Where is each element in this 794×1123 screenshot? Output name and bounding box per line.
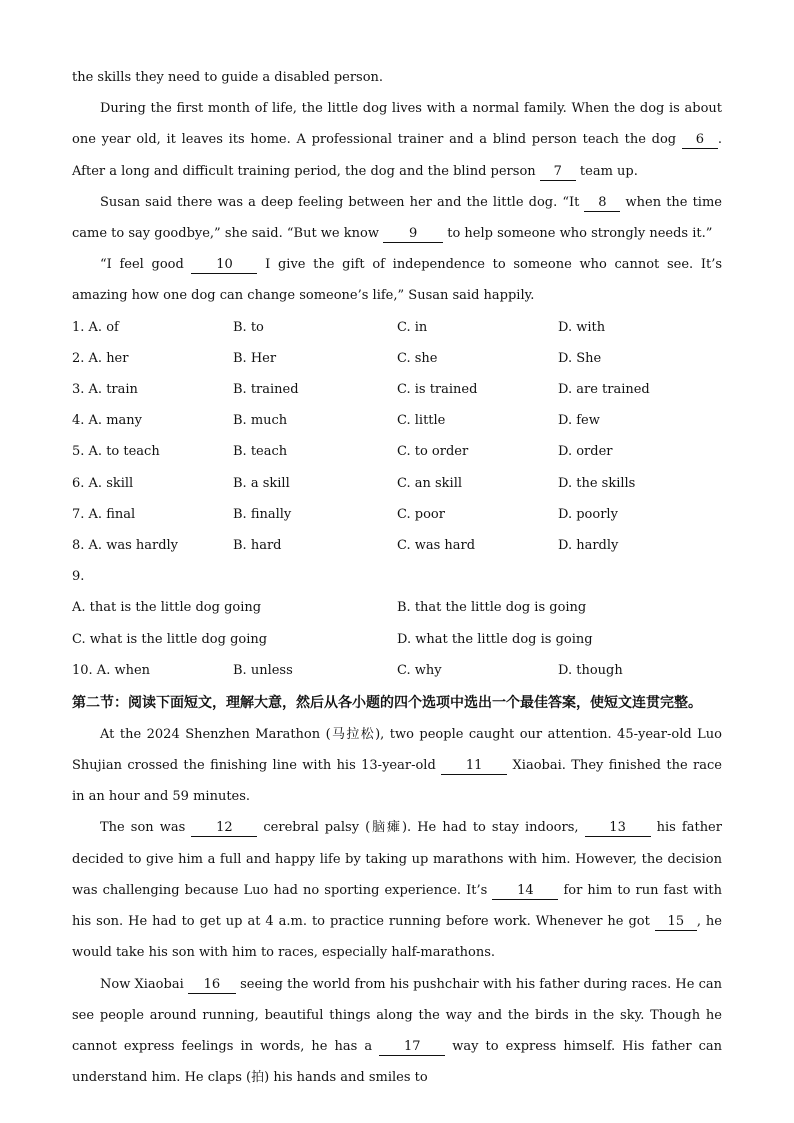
blank-12: 12: [191, 820, 257, 837]
question-3-options: [72, 374, 722, 405]
option-9b[interactable]: B. that the little dog is going: [397, 600, 587, 616]
blank-16: 16: [188, 977, 236, 994]
passage2-paragraph-3: [72, 969, 722, 1094]
option-1b[interactable]: B. to: [233, 319, 264, 335]
option-9a[interactable]: A. that is the little dog going: [72, 600, 262, 616]
question-7-options: [72, 499, 722, 530]
option-1c[interactable]: C. in: [397, 319, 428, 335]
text-run: way to express himself. His father can understand him. He claps (拍) his hands and smiles to: [72, 1038, 722, 1086]
option-7b[interactable]: B. finally: [233, 506, 292, 522]
text-run: seeing the world from his pushchair with his father during races. He can see people around running, beautiful things along the way and the birds in the sky. Though he cannot express feelings in words, he has a: [72, 976, 722, 1054]
option-5d[interactable]: D. order: [558, 444, 613, 460]
blank-8: 8: [584, 195, 620, 212]
blank-7: 7: [540, 164, 576, 181]
option-8a[interactable]: 8. A. was hardly: [72, 537, 179, 553]
section-2-heading: 第二节：阅读下面短文，理解大意，然后从各小题的四个选项中选出一个最佳答案，使短文连贯完整。: [72, 694, 702, 711]
option-7a[interactable]: 7. A. final: [72, 506, 136, 522]
option-2a[interactable]: 2. A. her: [72, 350, 129, 366]
option-4c[interactable]: C. little: [397, 413, 446, 429]
question-1-options: [72, 312, 722, 343]
blank-13: 13: [585, 820, 651, 837]
text-run: Now Xiaobai: [100, 976, 188, 992]
text-run: team up.: [575, 163, 638, 179]
question-2-options: [72, 343, 722, 374]
option-5b[interactable]: B. teach: [233, 444, 288, 460]
option-6d[interactable]: D. the skills: [558, 475, 636, 491]
option-3d[interactable]: D. are trained: [558, 382, 650, 397]
option-8b[interactable]: B. hard: [233, 537, 282, 553]
text-run: At the 2024 Shenzhen Marathon (马拉松), two people caught our attention. 45-year-old Luo Shujian crossed the finishing line with his 13-year-old: [72, 726, 722, 774]
option-2b[interactable]: B. Her: [233, 350, 277, 366]
option-8d[interactable]: D. hardly: [558, 537, 619, 553]
text-run: cerebral palsy (脑瘫). He had to stay indoors,: [257, 820, 585, 836]
question-9-options-row-1: [72, 592, 722, 623]
question-5-options: [72, 436, 722, 467]
blank-11: 11: [441, 758, 507, 775]
question-6-options: [72, 468, 722, 499]
option-2c[interactable]: C. she: [397, 350, 438, 366]
option-9d[interactable]: D. what the little dog is going: [397, 631, 593, 647]
option-4a[interactable]: 4. A. many: [72, 413, 142, 429]
blank-15: 15: [655, 914, 697, 931]
option-10c[interactable]: C. why: [397, 662, 442, 678]
passage1-continuation: the skills they need to guide a disabled person.: [72, 70, 384, 85]
text-run: , he would take his son with him to races, especially half-marathons.: [72, 914, 722, 961]
text-run: . After a long and difficult training period, the dog and the blind person: [72, 132, 722, 179]
question-10-options: [72, 655, 722, 686]
option-10d[interactable]: D. though: [558, 662, 623, 678]
option-8c[interactable]: C. was hard: [397, 537, 476, 553]
passage2-paragraph-1: [72, 719, 722, 813]
option-10a[interactable]: 10. A. when: [72, 662, 151, 678]
passage1-paragraph-1: [72, 93, 722, 187]
options-1-to-8: [72, 312, 722, 562]
option-7d[interactable]: D. poorly: [558, 506, 618, 522]
text-run: “I feel good: [100, 257, 192, 273]
option-4d[interactable]: D. few: [558, 413, 600, 429]
option-2d[interactable]: D. She: [558, 350, 602, 366]
text-run: when the time came to say goodbye,” she said. “But we know: [72, 194, 722, 242]
option-5a[interactable]: 5. A. to teach: [72, 444, 160, 460]
option-1a[interactable]: 1. A. of: [72, 319, 119, 335]
text-run: to help someone who strongly needs it.”: [443, 226, 713, 242]
passage1-paragraph-2: [72, 187, 722, 249]
blank-6: 6: [682, 132, 718, 149]
text-run: Susan said there was a deep feeling between her and the little dog. “It: [100, 194, 585, 210]
blank-10: 10: [191, 257, 257, 274]
blank-9: 9: [383, 226, 443, 243]
passage2-paragraph-2: [72, 812, 722, 968]
text-run: his father decided to give him a full and happy life by taking up marathons with him. However, the decision was challenging because Luo had no sporting experience. It’s: [72, 820, 722, 898]
option-3c[interactable]: C. is trained: [397, 382, 478, 397]
text-run: for him to run fast with his son. He had to get up at 4 a.m. to practice running before work. Whenever he got: [72, 882, 722, 930]
blank-14: 14: [492, 883, 558, 900]
option-6c[interactable]: C. an skill: [397, 475, 463, 491]
option-9c[interactable]: C. what is the little dog going: [72, 631, 268, 647]
question-8-options: [72, 530, 722, 561]
option-4b[interactable]: B. much: [233, 413, 288, 429]
text-run: Xiaobai. They finished the race in an hour and 59 minutes.: [72, 758, 722, 805]
passage1-paragraph-3: [72, 249, 722, 311]
option-1d[interactable]: D. with: [558, 319, 606, 335]
option-10b[interactable]: B. unless: [233, 662, 293, 678]
document-content: [72, 62, 722, 1093]
option-6a[interactable]: 6. A. skill: [72, 475, 134, 491]
question-9-options-row-2: [72, 624, 722, 655]
option-7c[interactable]: C. poor: [397, 506, 445, 522]
option-5c[interactable]: C. to order: [397, 444, 469, 460]
question-9-number: 9.: [72, 569, 85, 585]
option-3b[interactable]: B. trained: [233, 382, 299, 397]
text-run: I give the gift of independence to someone who cannot see. It’s amazing how one dog can change someone’s life,” Susan said happily.: [72, 257, 722, 304]
blank-17: 17: [379, 1039, 445, 1056]
option-6b[interactable]: B. a skill: [233, 475, 290, 491]
text-run: The son was: [100, 820, 192, 836]
option-3a[interactable]: 3. A. train: [72, 382, 138, 397]
text-run: During the first month of life, the little dog lives with a normal family. When the dog is about one year old, it leaves its home. A professional trainer and a blind person teach the dog: [72, 101, 722, 148]
question-4-options: [72, 405, 722, 436]
